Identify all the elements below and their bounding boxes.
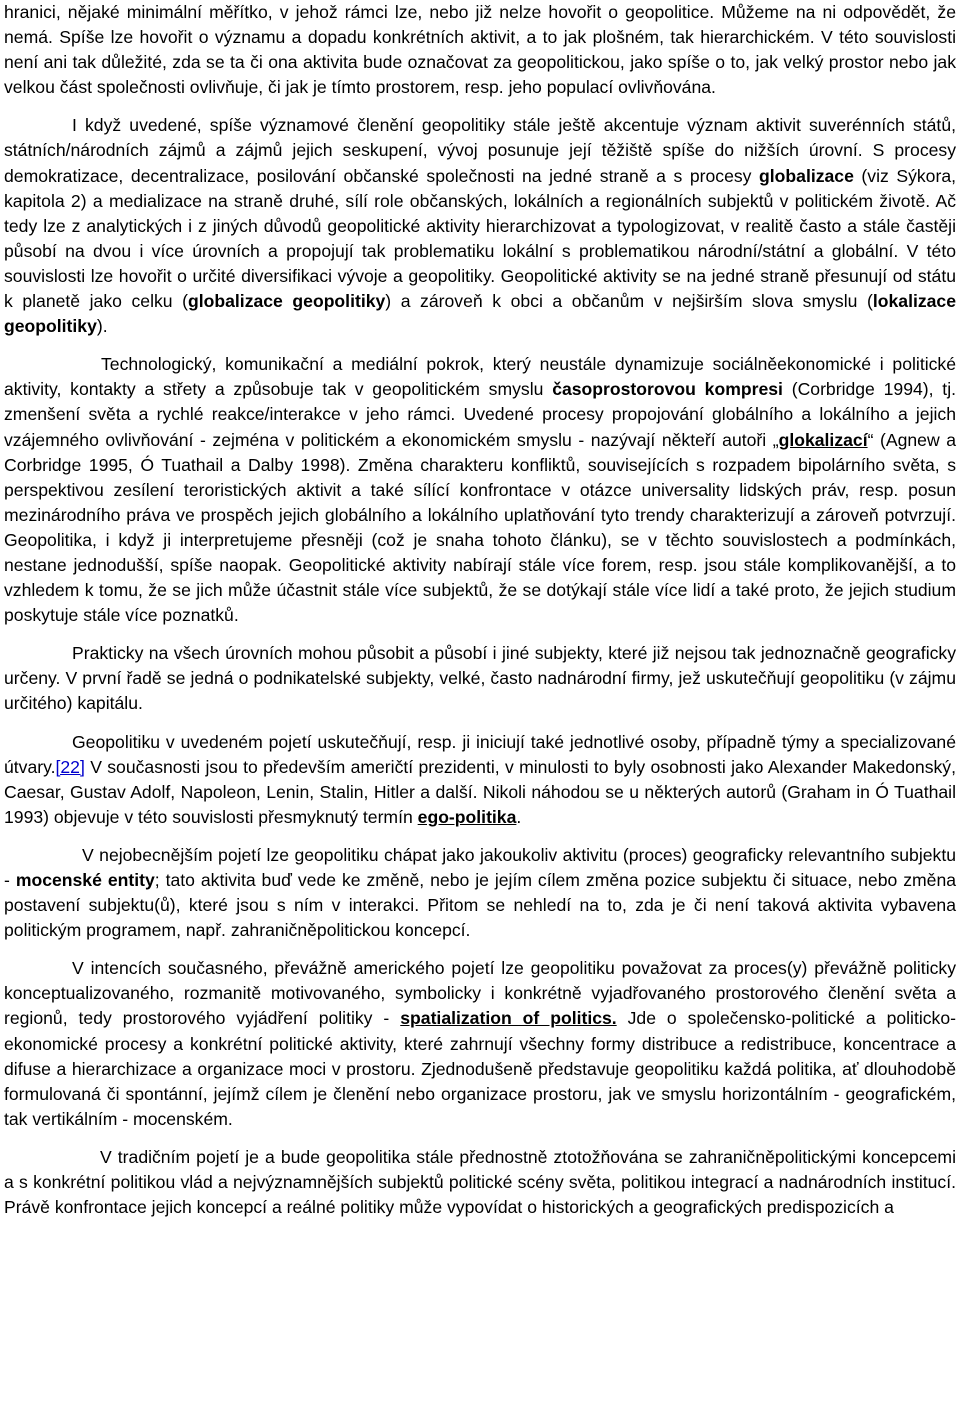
term-spatialization-of-politics: spatialization of politics. — [400, 1008, 617, 1029]
term-ego-politika: ego-politika — [417, 806, 517, 827]
term-casoprostorova-komprese: časoprostorovou kompresi — [552, 379, 783, 400]
term-glokalizace: glokalizací — [778, 429, 868, 450]
term-mocenske-entity: mocenské entity — [15, 870, 155, 890]
paragraph-1: hranici, nějaké minimální měřítko, v jehož rámci lze, nebo již nelze hovořit o geopolitice. Můžeme na ni odpovědět, že nemá. Spíše lze hovořit o významu a dopadu konkrétních aktivit, a to jak plošném, tak hierarchickém. V této souvislosti není ani tak důležité, zda se ta či ona aktivita bude označovat za geopolitickou, jako spíše o to, jak velký prostor nebo jak velkou část společnosti ovlivňuje, či jak je tímto prostorem, resp. jeho populací ovlivňována. — [4, 2, 956, 98]
paragraph-7: V intencích současného, převážně amerického pojetí lze geopolitiku považovat za proces(y) převážně politicky konceptualizovaného, rozmanitě motivovaného, symbolicky i konkrétně vyjadřovaného prostorového členění světa a regionů, tedy prostorového vyjádření politiky - spatialization of politics. Jde o společensko-politické a politicko-ekonomické procesy a konkrétní politické aktivity, které zahrnují všechny formy distribuce a redistribuce, koncentrace a difuse a hierarchizace a organizace moci v prostoru. Zjednodušeně představuje geopolitiku každá politika, ať dlouhodobě formulovaná či spontánní, jejímž cílem je členění nebo organizace prostoru, jak ve smyslu horizontálním - geografickém, tak vertikálním - mocenském. — [4, 958, 956, 1129]
term-lokalizace-geopolitiky: lokalizace geopolitiky — [4, 291, 956, 337]
paragraph-6: V nejobecnějším pojetí lze geopolitiku chápat jako jakoukoliv aktivitu (proces) geograficky relevantního subjektu - mocenské entity; tato aktivita buď vede ke změně, nebo je jejím cílem změna pozice subjektu či situace, nebo změna postavení subjektu(ů), které jsou s ním v interakci. Přitom se nehledí na to, zda je či není taková aktivita vybavena politickým programem, např. zahraničněpolitickou koncepcí. — [4, 844, 957, 941]
paragraph-3: Technologický, komunikační a mediální pokrok, který neustále dynamizuje sociálněekonomické i politické aktivity, kontakty a střety a způsobuje tak v geopolitickém smyslu časoprostorovou kompresi (Corbridge 1994), tj. zmenšení světa a rychlé reakce/interakce v jeho rámci. Uvedené procesy propojování globálního a lokálního a jejich vzájemného ovlivňování - zejména v politickém a ekonomickém smyslu - nazývají někteří autoři „glokalizací“ (Agnew a Corbridge 1995, Ó Tuathail a Dalby 1998). Změna charakteru konfliktů, souvisejících s rozpadem bipolárního světa, s perspektivou zesílení teroristických aktivit a také sílící konfrontace v otázce universality lidských práv, resp. posun mezinárodního práva ve prospěch jejich globálního a lokálního uplatňování tyto trendy charakterizují a zároveň potvrzují. Geopolitika, i když ji interpretujeme přesněji (což je snaha tohoto článku), se v těchto souvislostech a podmínkách, nestane jednodušší, spíše naopak. Geopolitické aktivity nabírají stále více forem, resp. jsou stále komplikovanější, a to vzhledem k tomu, že se jich může účastnit stále více subjektů, že se dotýkají stále více lidí a také proto, že jejich studium poskytuje stále více poznatků. — [4, 354, 956, 626]
paragraph-8: V tradičním pojetí je a bude geopolitika stále přednostně ztotožňována se zahraničněpolitickými koncepcemi a s konkrétní politikou vlád a nejvýznamnějších subjektů politické scény světa, politikou integrací a nadnárodních institucí. Právě konfrontace jejich koncepcí a reálné politiky může vypovídat o historických a geografických predispozicích a — [4, 1146, 956, 1218]
paragraph-4: Prakticky na všech úrovních mohou působit a působí i jiné subjekty, které již nejsou tak jednoznačně geograficky určeny. V první řadě se jedná o podnikatelské subjekty, velké, často nadnárodní firmy, jež uskutečňují geopolitiku (v zájmu určitého) kapitálu. — [4, 643, 956, 714]
term-globalizace-geopolitiky: globalizace geopolitiky — [188, 291, 386, 312]
paragraph-5: Geopolitiku v uvedeném pojetí uskutečňují, resp. ji iniciují také jednotlivé osoby, případně týmy a specializované útvary.[22] V současnosti jsou to především američtí prezidenti, v minulosti to byly osobnosti jako Alexander Makedonský, Caesar, Gustav Adolf, Napoleon, Lenin, Stalin, Hitler a další. Nikoli náhodou se u některých autorů (Graham in Ó Tuathail 1993) objevuje v této souvislosti přesmyknutý termín ego-politika. — [4, 731, 956, 827]
footnote-link-22[interactable]: [22] — [55, 756, 85, 777]
paragraph-2: I když uvedené, spíše významové členění geopolitiky stále ještě akcentuje význam aktivit suverénních států, státních/národních zájmů a zájmů jejich seskupení, vývoj posunuje její těžiště spíše do nižších úrovní. S procesy demokratizace, decentralizace, posilování občanské společnosti na jedné straně a s procesy globalizace (viz Sýkora, kapitola 2) a medializace na straně druhé, sílí role občanských, lokálních a regionálních subjektů v politickém životě. Ač tedy lze z analytických i z jiných důvodů geopolitické aktivity hierarchizovat a typologizovat, v realitě často a stále častěji působí na dvou i více úrovních a propojují tak problematiku lokální s problematikou národní/státní a globální. V této souvislosti lze hovořit o určité diversifikaci vývoje a geopolitiky. Geopolitické aktivity se na jedné straně přesunují od státu k planetě jako celku (globalizace geopolitiky) a zároveň k obci a občanům v nejširším slova smyslu (lokalizace geopolitiky). — [4, 115, 956, 337]
term-globalizace: globalizace — [759, 165, 854, 186]
